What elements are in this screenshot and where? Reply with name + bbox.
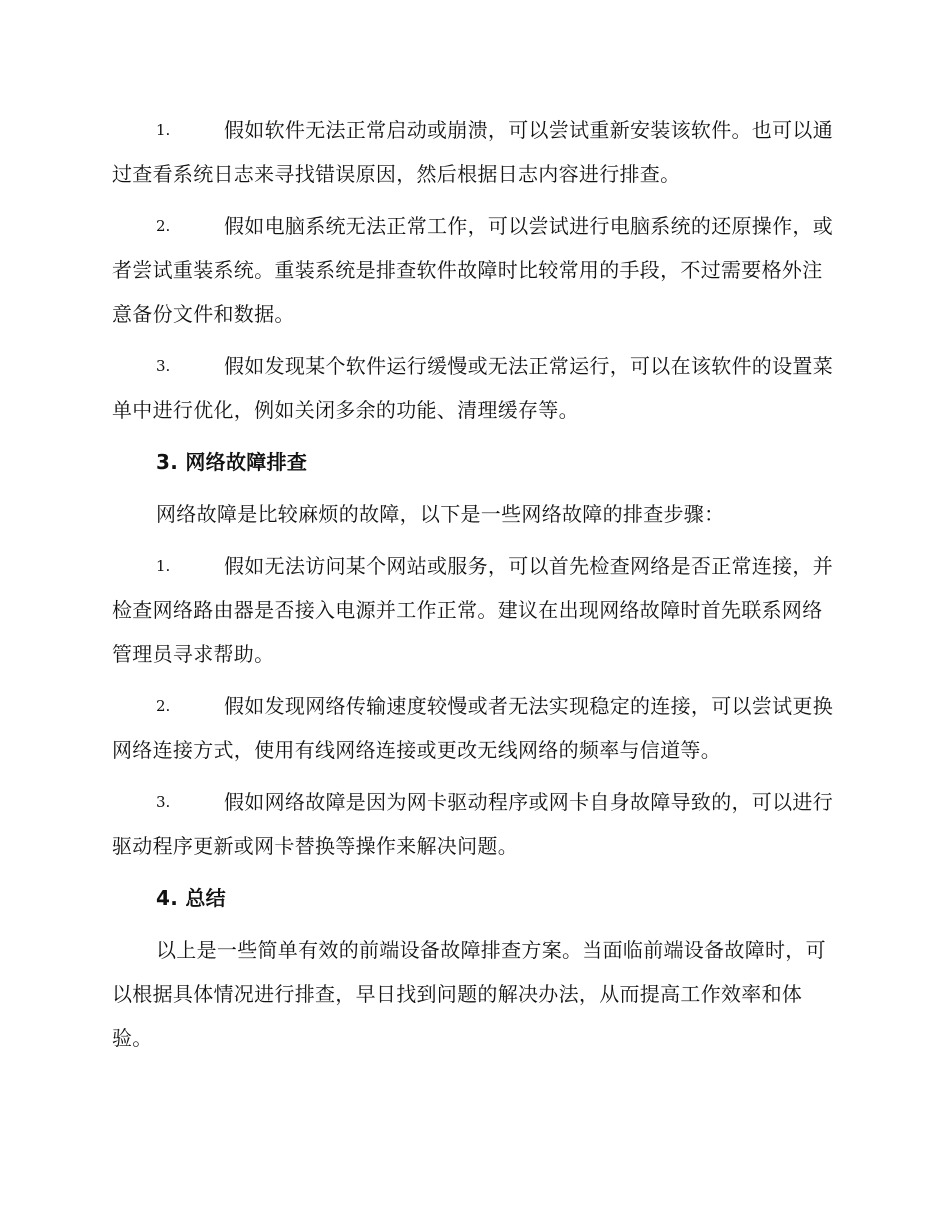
list-item <box>112 108 834 196</box>
list-item-text: 假如软件无法正常启动或崩溃，可以尝试重新安装该软件。也可以通过查看系统日志来寻找错误原因，然后根据日志内容进行排查。 <box>112 118 833 186</box>
list-item-text: 假如无法访问某个网站或服务，可以首先检查网络是否正常连接，并检查网络路由器是否接入电源并工作正常。建议在出现网络故障时首先联系网络管理员寻求帮助。 <box>112 554 833 666</box>
list-item-text: 假如发现某个软件运行缓慢或无法正常运行，可以在该软件的设置菜单中进行优化，例如关闭多余的功能、清理缓存等。 <box>112 354 833 422</box>
document-page <box>112 108 834 1068</box>
list-item <box>112 780 834 868</box>
list-item <box>112 204 834 336</box>
list-item-number: 2. <box>156 697 171 715</box>
list-item-text: 假如网络故障是因为网卡驱动程序或网卡自身故障导致的，可以进行驱动程序更新或网卡替换等操作来解决问题。 <box>112 790 833 858</box>
list-item-text: 假如电脑系统无法正常工作，可以尝试进行电脑系统的还原操作，或者尝试重装系统。重装系统是排查软件故障时比较常用的手段，不过需要格外注意备份文件和数据。 <box>112 214 833 326</box>
list-item-number: 2. <box>156 217 171 235</box>
list-item-number: 3. <box>156 357 171 375</box>
section-heading-summary: 4. 总结 <box>156 886 226 910</box>
section-heading-network: 3. 网络故障排查 <box>156 450 308 474</box>
paragraph: 以上是一些简单有效的前端设备故障排查方案。当面临前端设备故障时，可以根据具体情况进行排查，早日找到问题的解决办法，从而提高工作效率和体验。 <box>112 938 826 1050</box>
paragraph: 网络故障是比较麻烦的故障，以下是一些网络故障的排查步骤： <box>156 502 725 526</box>
list-item-text: 假如发现网络传输速度较慢或者无法实现稳定的连接，可以尝试更换网络连接方式，使用有线网络连接或更改无线网络的频率与信道等。 <box>112 694 833 762</box>
list-item <box>112 544 834 676</box>
list-item <box>112 344 834 432</box>
list-item-number: 3. <box>156 793 171 811</box>
list-item-number: 1. <box>156 557 171 575</box>
list-item <box>112 684 834 772</box>
list-item-number: 1. <box>156 121 171 139</box>
